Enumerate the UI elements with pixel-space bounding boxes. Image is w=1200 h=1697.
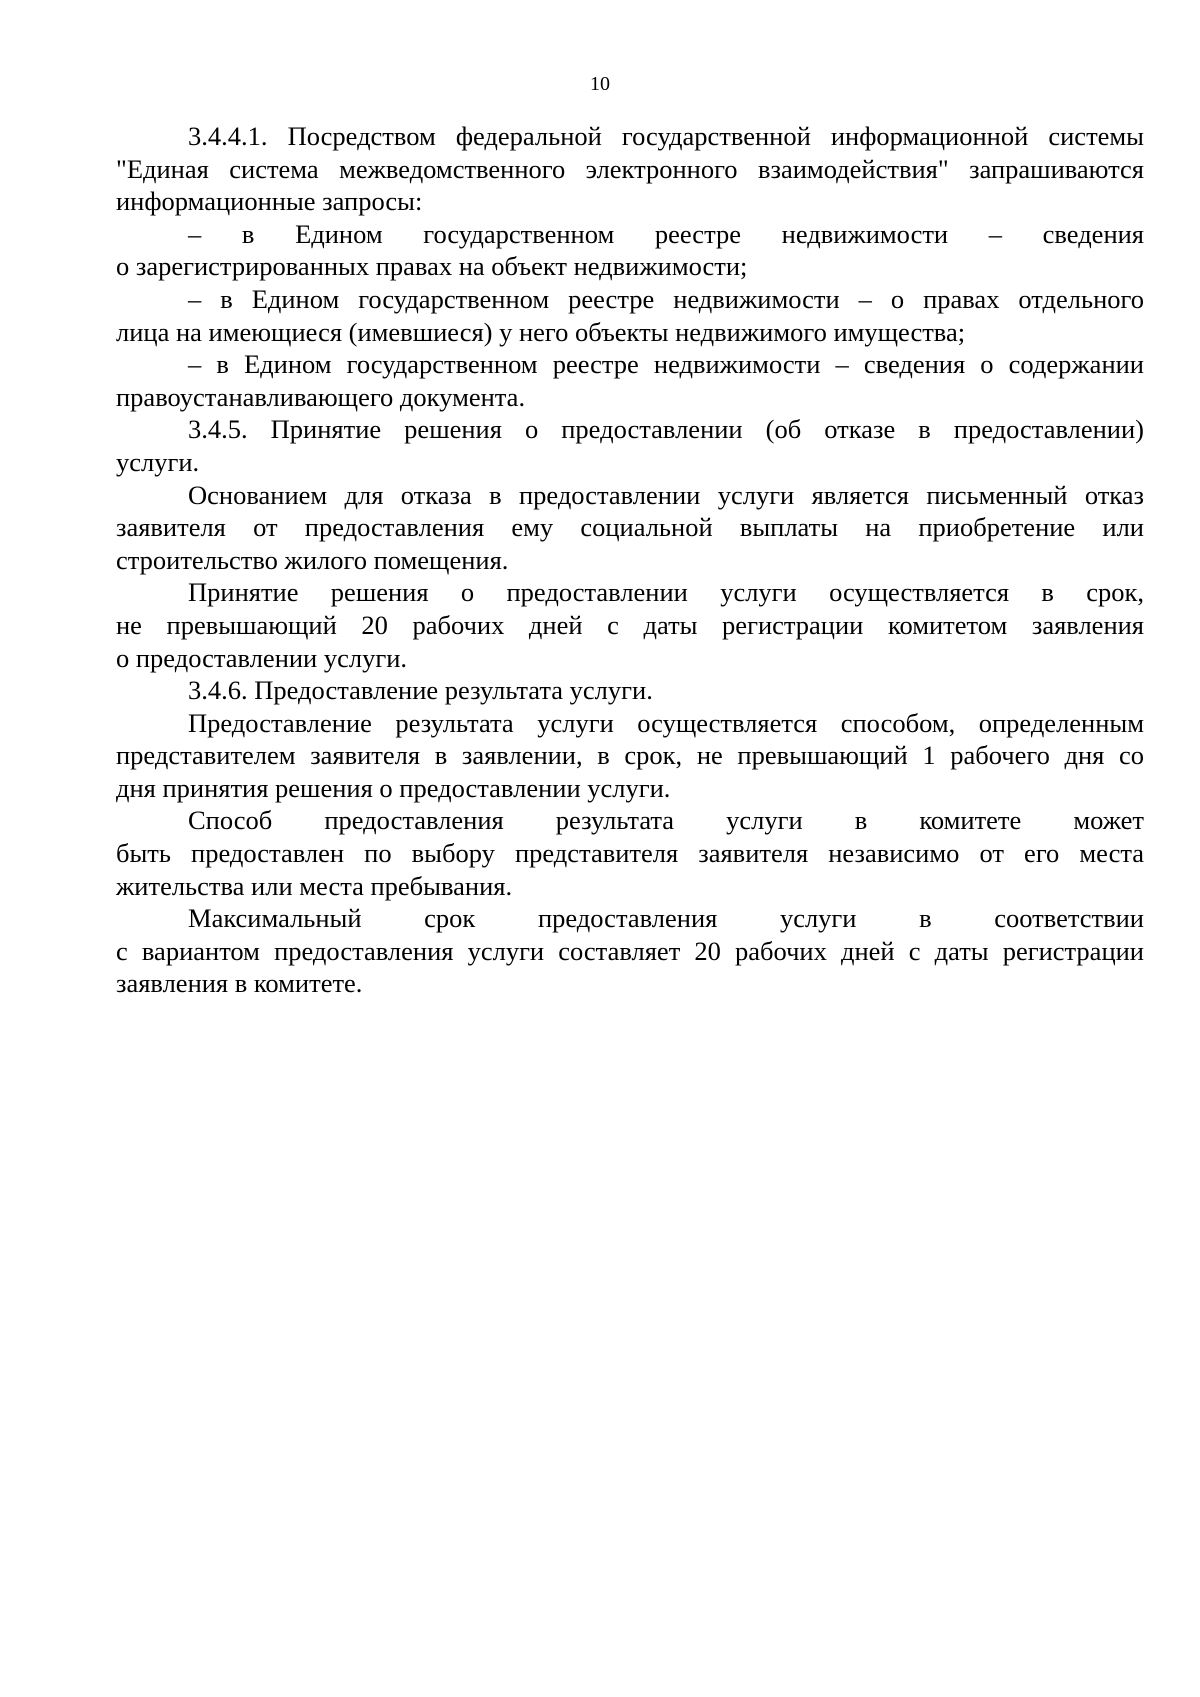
text-line: – в Едином государственном реестре недвижимости – сведения [188,218,1144,249]
text-line: Принятие решения о предоставлении услуги осуществляется в срок, [188,577,1144,608]
text-line: – в Едином государственном реестре недвижимости – сведения о содержании [188,349,1144,380]
text-line: представителем заявителя в заявлении, в срок, не превышающий 1 рабочего дня со [116,740,1144,771]
text-line: Основанием для отказа в предоставлении услуги является письменный отказ [188,479,1144,510]
text-line: информационные запросы: [116,186,423,217]
text-line: не превышающий 20 рабочих дней с даты регистрации комитетом заявления [116,609,1144,640]
text-line: с вариантом предоставления услуги составляет 20 рабочих дней с даты регистрации [116,935,1144,966]
list-item-document-contents [116,348,1144,413]
paragraph-result-delivery [116,707,1144,805]
text-line: 3.4.4.1. Посредством федеральной государственной информационной системы [188,121,1144,151]
text-line: Предоставление результата услуги осуществляется способом, определенным [188,707,1144,738]
text-line: лица на имеющиеся (имевшиеся) у него объекты недвижимого имущества; [116,316,966,347]
text-line: жительства или места пребывания. [116,870,513,901]
text-line: о предоставлении услуги. [116,642,408,673]
text-line: Способ предоставления результата услуги в комитете может [188,805,1144,836]
paragraph-3-4-6 [116,674,1144,707]
text-line: быть предоставлен по выбору представителя заявителя независимо от его места [116,838,1144,869]
page-number: 10 [590,73,610,95]
text-line: заявления в комитете. [116,968,363,999]
text-line: Максимальный срок предоставления услуги в соответствии [188,903,1144,934]
text-line: правоустанавливающего документа. [116,381,526,412]
paragraph-refusal-grounds [116,479,1144,577]
text-line: 3.4.6. Предоставление результата услуги. [188,675,653,706]
list-item-person-rights [116,283,1144,348]
text-line: о зарегистрированных правах на объект недвижимости; [116,251,748,282]
text-line: – в Едином государственном реестре недвижимости – о правах отдельного [188,283,1144,314]
paragraph-result-method [116,804,1144,902]
text-line: "Единая система межведомственного электронного взаимодействия" запрашиваются [116,153,1144,184]
text-line: заявителя от предоставления ему социальной выплаты на приобретение или [116,512,1144,543]
paragraph-3-4-4-1 [116,120,1144,218]
paragraph-decision-term [116,576,1144,674]
text-line: 3.4.5. Принятие решения о предоставлении (об отказе в предоставлении) [188,414,1144,445]
paragraph-3-4-5 [116,413,1144,478]
text-line: строительство жилого помещения. [116,544,509,575]
document-body [116,120,1144,1000]
paragraph-maximum-term [116,902,1144,1000]
text-line: услуги. [116,446,200,477]
text-line: дня принятия решения о предоставлении услуги. [116,772,671,803]
list-item-rights [116,218,1144,283]
